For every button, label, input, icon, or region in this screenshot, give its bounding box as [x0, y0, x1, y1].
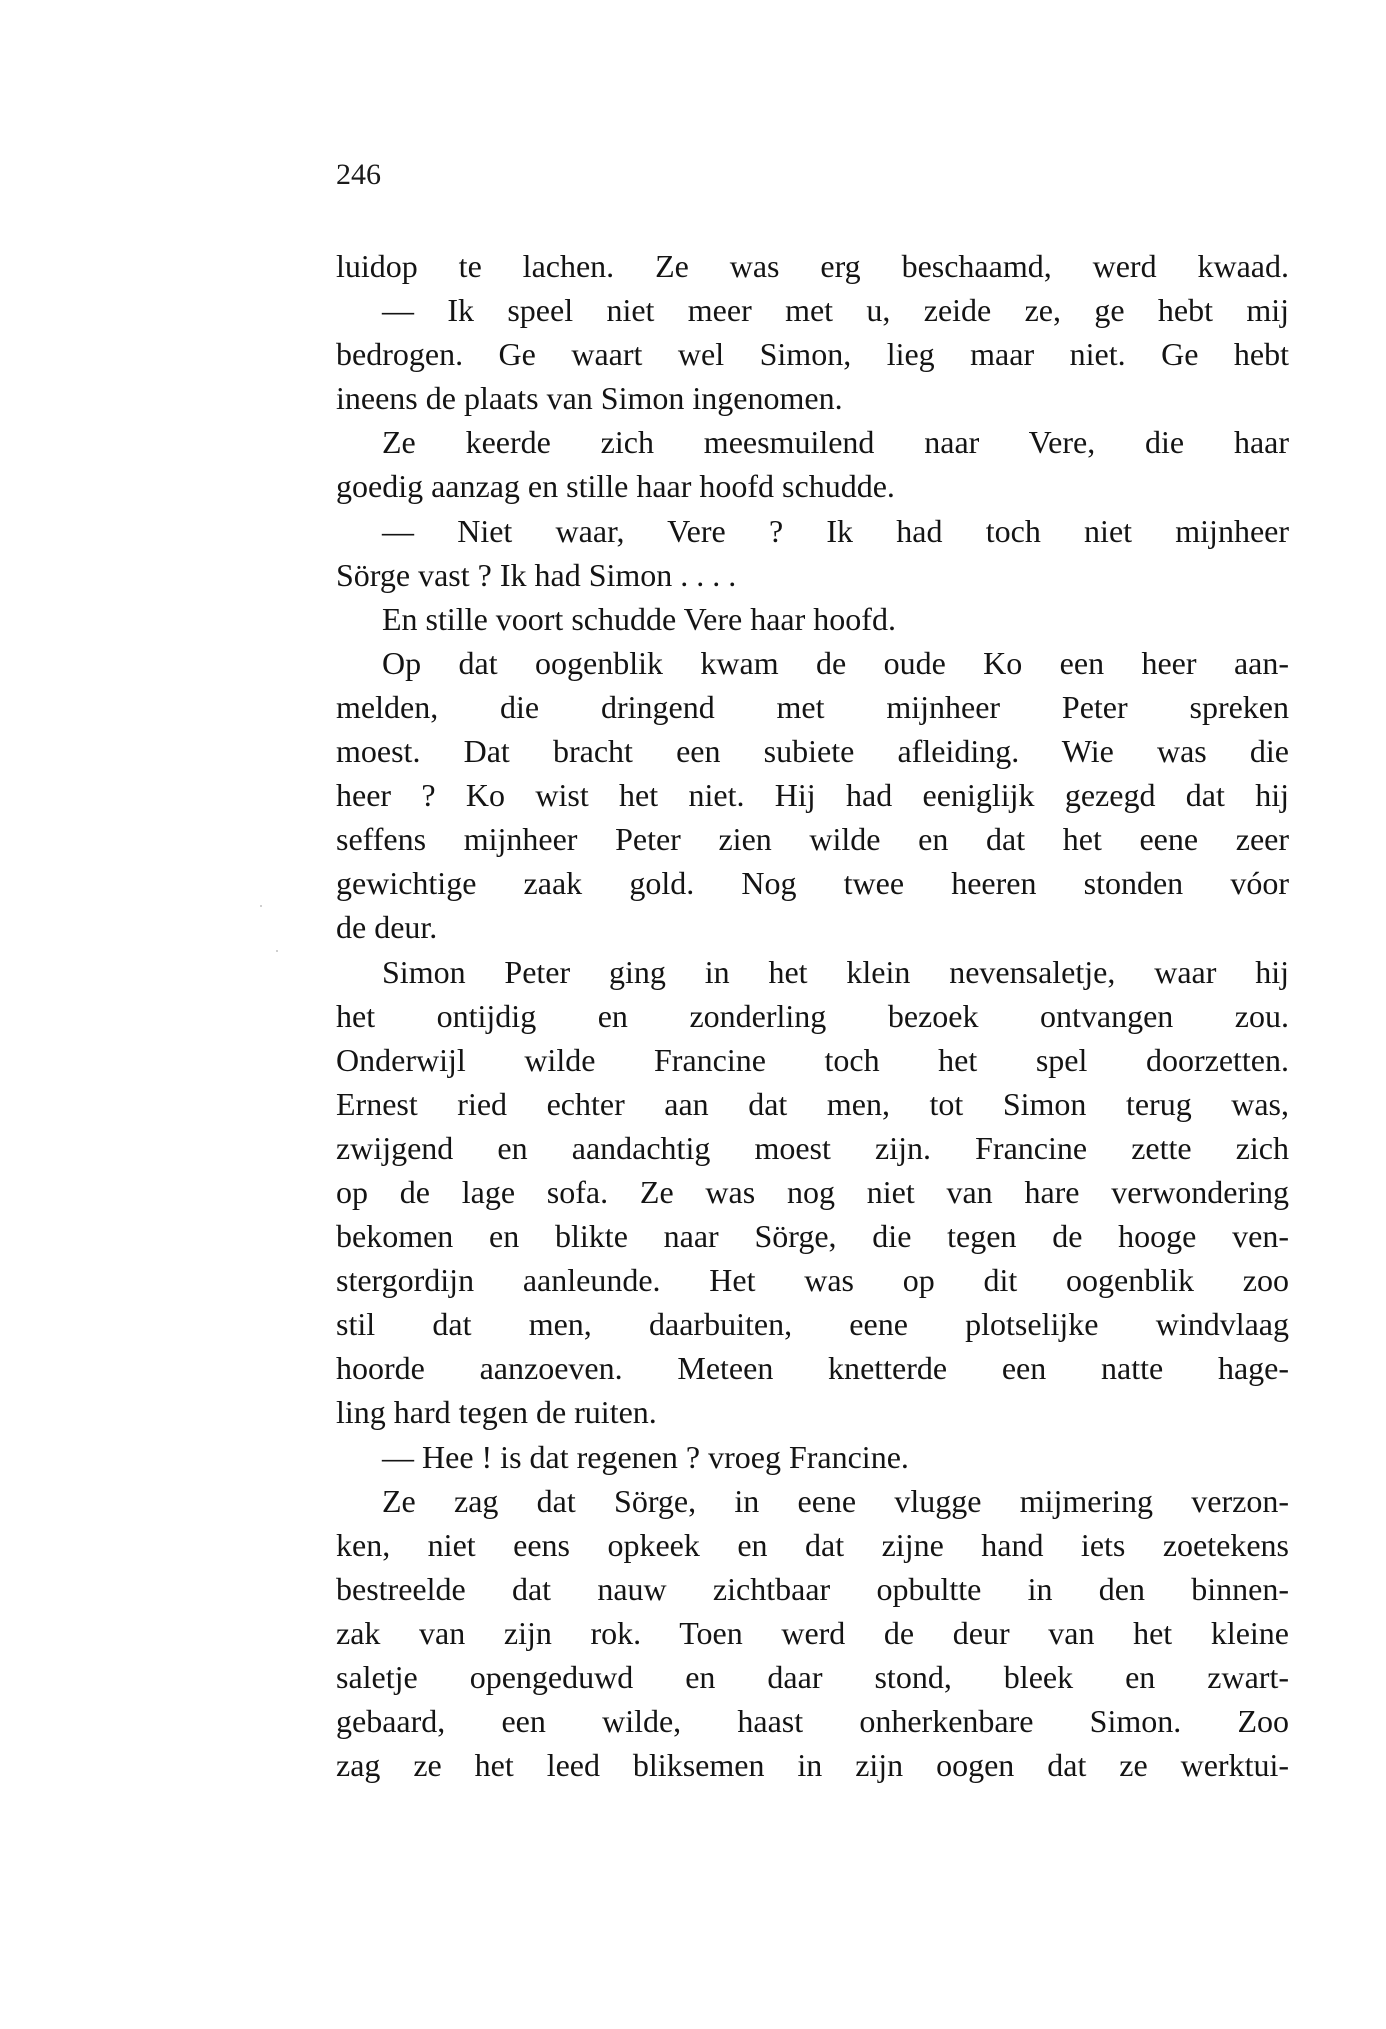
text-line: Op dat oogenblik kwam de oude Ko een heer aan-: [382, 644, 1289, 681]
text-line: Simon Peter ging in het klein nevensaletje, waar hij: [382, 953, 1289, 990]
text-line: op de lage sofa. Ze was nog niet van hare verwondering: [336, 1173, 1289, 1210]
text-line: heer ? Ko wist het niet. Hij had eeniglijk gezegd dat hij: [336, 777, 1289, 814]
scan-speck: [260, 905, 262, 907]
text-line: ken, niet eens opkeek en dat zijne hand iets zoetekens: [336, 1526, 1289, 1563]
text-line: Ze keerde zich meesmuilend naar Vere, die haar: [382, 424, 1289, 461]
text-line: seffens mijnheer Peter zien wilde en dat het eene zeer: [336, 821, 1289, 858]
text-line: bedrogen. Ge waart wel Simon, lieg maar niet. Ge hebt: [336, 336, 1289, 373]
text-line: zwijgend en aandachtig moest zijn. Francine zette zich: [336, 1129, 1289, 1166]
text-line: gebaard, een wilde, haast onherkenbare Simon. Zoo: [336, 1703, 1289, 1740]
scan-speck: [276, 950, 278, 952]
text-line: melden, die dringend met mijnheer Peter spreken: [336, 688, 1289, 725]
text-line: bekomen en blikte naar Sörge, die tegen de hooge ven-: [336, 1218, 1289, 1255]
text-line: stergordijn aanleunde. Het was op dit oogenblik zoo: [336, 1262, 1289, 1299]
text-line: de deur.: [336, 909, 438, 946]
text-line: — Hee ! is dat regenen ? vroeg Francine.: [382, 1438, 909, 1475]
page-number: 246: [336, 158, 381, 191]
text-line: moest. Dat bracht een subiete afleiding. Wie was die: [336, 733, 1289, 770]
text-line: Ze zag dat Sörge, in eene vlugge mijmering verzon-: [382, 1482, 1289, 1519]
text-line: ling hard tegen de ruiten.: [336, 1394, 657, 1431]
text-line: zag ze het leed bliksemen in zijn oogen dat ze werktui-: [336, 1747, 1289, 1784]
text-line: goedig aanzag en stille haar hoofd schudde.: [336, 468, 895, 505]
text-line: stil dat men, daarbuiten, eene plotselijke windvlaag: [336, 1306, 1289, 1343]
text-line: bestreelde dat nauw zichtbaar opbultte in den binnen-: [336, 1570, 1289, 1607]
text-line: — Niet waar, Vere ? Ik had toch niet mijnheer: [382, 512, 1289, 549]
text-line: saletje opengeduwd en daar stond, bleek en zwart-: [336, 1659, 1289, 1695]
text-line: Sörge vast ? Ik had Simon . . . .: [336, 556, 737, 593]
body-text: [336, 244, 1289, 1787]
text-line: zak van zijn rok. Toen werd de deur van het kleine: [336, 1614, 1289, 1651]
text-line: — Ik speel niet meer met u, zeide ze, ge hebt mij: [382, 292, 1289, 329]
text-line: gewichtige zaak gold. Nog twee heeren stonden vóor: [336, 865, 1289, 902]
text-line: Ernest ried echter aan dat men, tot Simon terug was,: [336, 1085, 1289, 1122]
text-line: En stille voort schudde Vere haar hoofd.: [382, 600, 896, 637]
text-line: Onderwijl wilde Francine toch het spel doorzetten.: [336, 1041, 1289, 1078]
text-line: ineens de plaats van Simon ingenomen.: [336, 380, 843, 417]
text-line: het ontijdig en zonderling bezoek ontvangen zou.: [336, 997, 1289, 1034]
text-line: hoorde aanzoeven. Meteen knetterde een natte hage-: [336, 1350, 1289, 1387]
text-line: luidop te lachen. Ze was erg beschaamd, werd kwaad.: [336, 248, 1289, 284]
